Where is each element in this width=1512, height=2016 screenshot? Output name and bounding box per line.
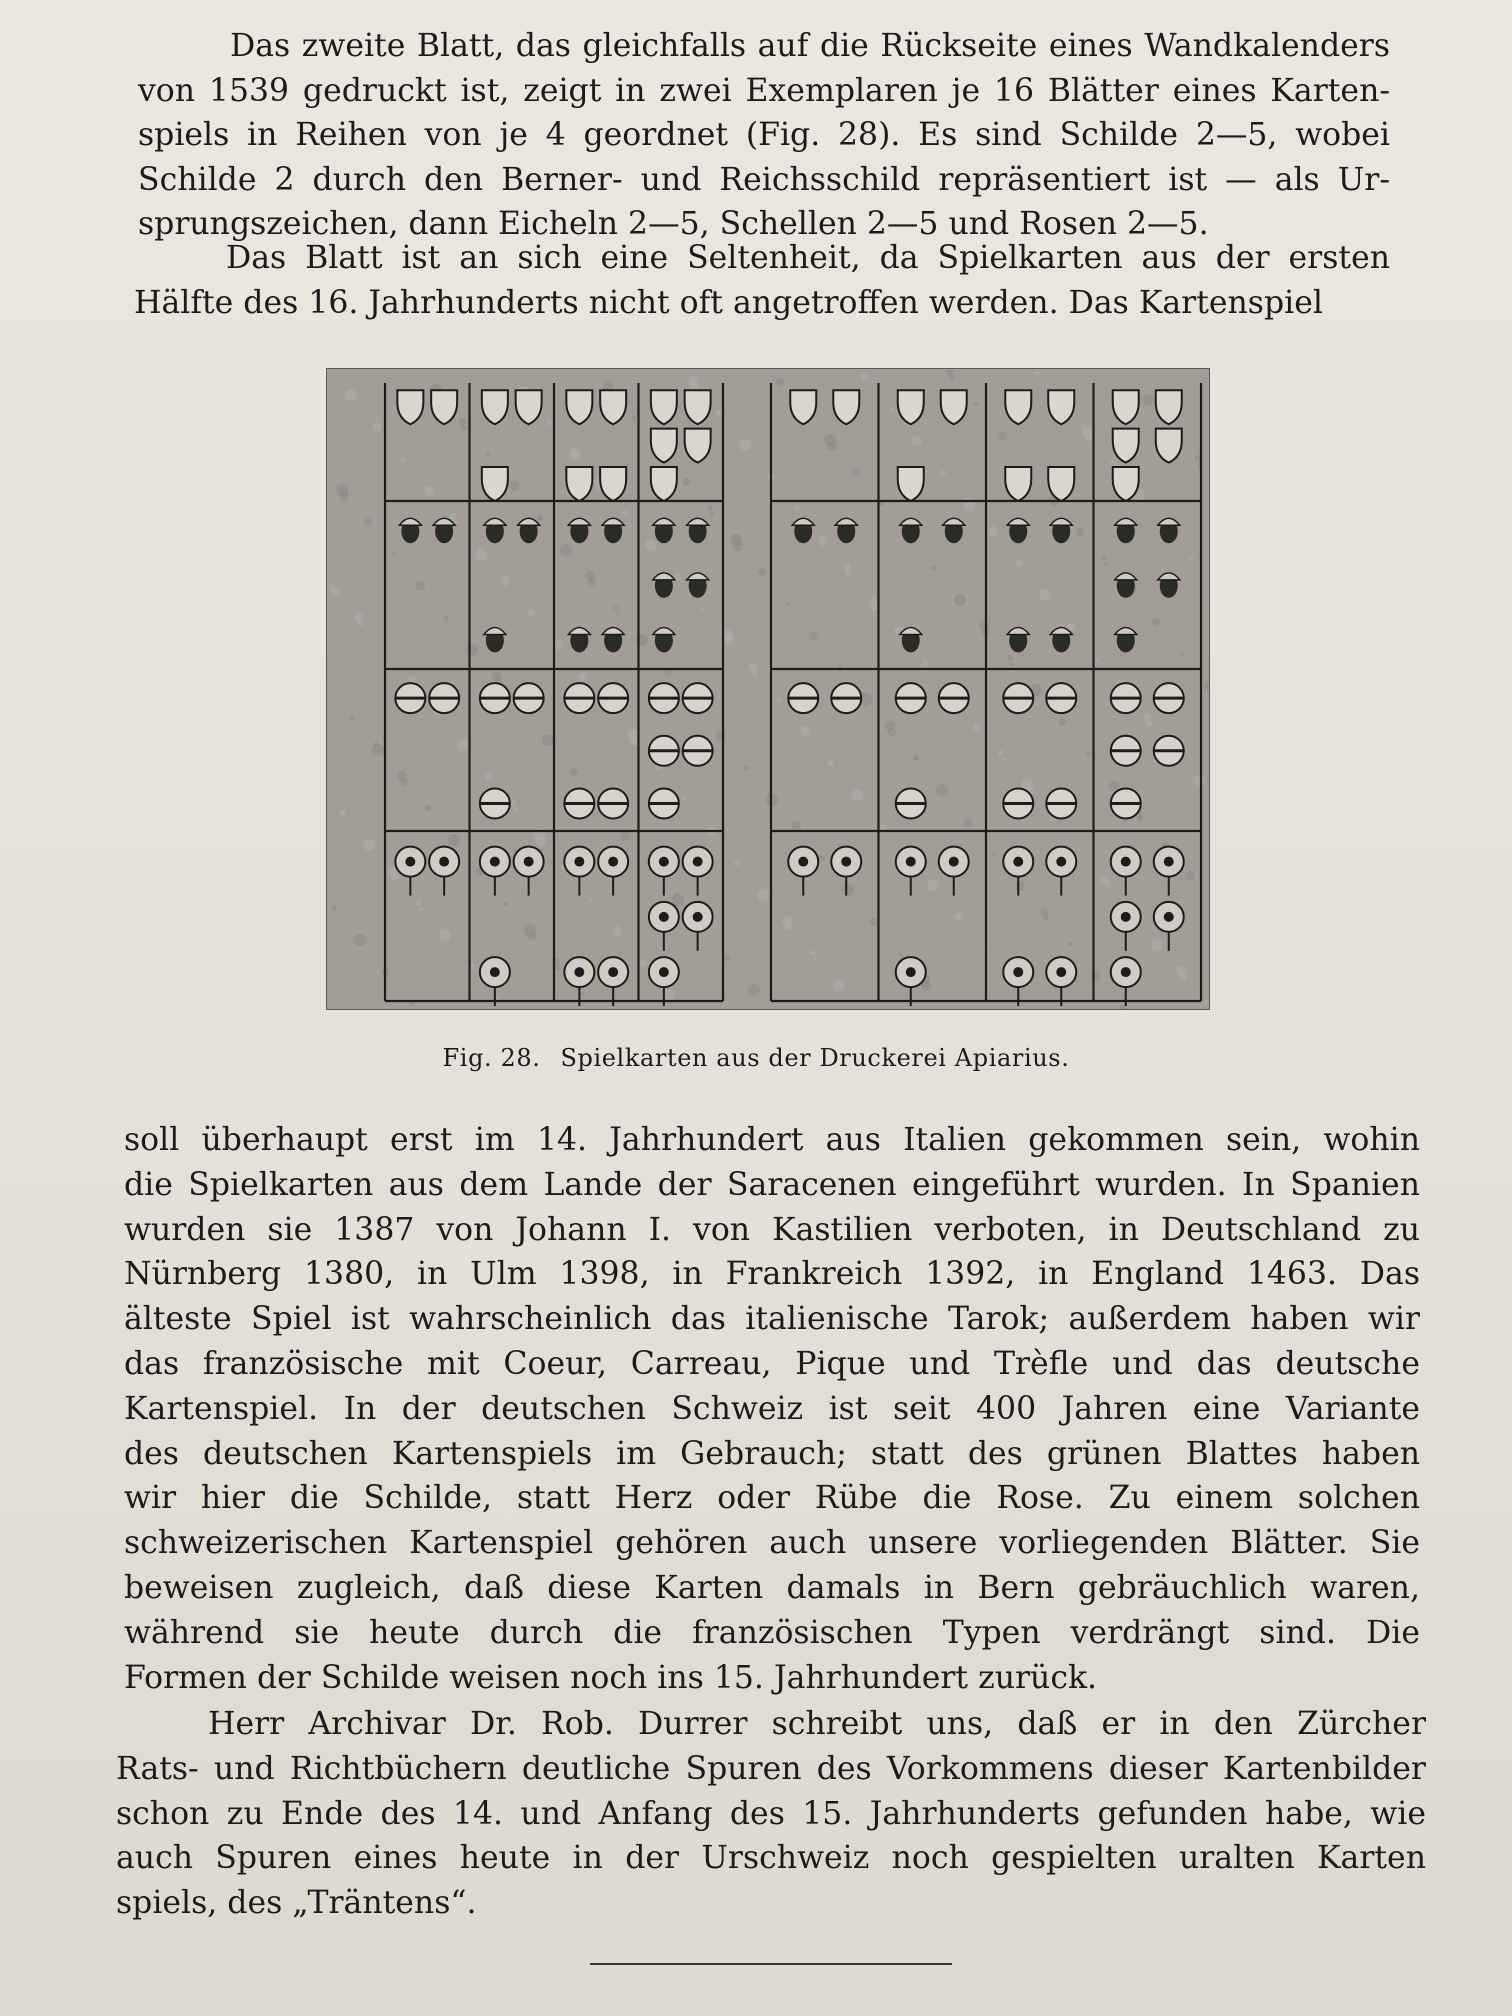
print-speckle — [1151, 939, 1163, 951]
rose-center-icon — [949, 857, 959, 867]
print-speckle — [1015, 881, 1025, 891]
print-speckle — [871, 597, 875, 601]
text-line: älteste Spiel ist wahrscheinlich das italienische Tarok; außerdem haben wir — [124, 1301, 1420, 1338]
text-line: Herr Archivar Dr. Rob. Durrer schreibt uns, daß er in den Zürcher — [208, 1706, 1426, 1742]
print-speckle — [477, 547, 481, 551]
rose-center-icon — [608, 857, 618, 867]
rose-center-icon — [1056, 967, 1066, 977]
print-speckle — [1058, 718, 1066, 726]
text-line: Hälfte des 16. Jahrhunderts nicht oft angetroffen werden. Das Kartenspiel — [134, 284, 1323, 321]
text-line: sprungszeichen, dann Eicheln 2—5, Schellen 2—5 und Rosen 2—5. — [138, 206, 1209, 242]
print-speckle — [988, 526, 998, 536]
print-speckle — [622, 510, 628, 516]
print-speckle — [401, 457, 405, 461]
rose-center-icon — [490, 967, 500, 977]
print-speckle — [1076, 528, 1084, 536]
print-speckle — [443, 615, 449, 621]
print-speckle — [743, 765, 749, 771]
print-speckle — [546, 420, 552, 426]
print-speckle — [1007, 655, 1013, 661]
print-speckle — [331, 905, 337, 911]
print-speckle — [776, 378, 784, 386]
print-speckle — [862, 692, 866, 696]
print-speckle — [528, 610, 534, 616]
print-speckle — [716, 410, 722, 416]
print-speckle — [1016, 560, 1022, 566]
print-speckle — [843, 563, 851, 571]
print-speckle — [364, 518, 372, 526]
print-speckle — [809, 631, 819, 641]
print-speckle — [1162, 842, 1166, 846]
print-speckle — [974, 402, 978, 406]
print-speckle — [1142, 394, 1154, 406]
print-speckle — [1039, 589, 1051, 601]
text-line: Formen der Schilde weisen noch ins 15. Jahrhundert zurück. — [124, 1659, 1098, 1696]
rose-center-icon — [906, 857, 916, 867]
print-speckle — [674, 892, 678, 896]
print-speckle — [828, 760, 834, 766]
text-line: Rats- und Richtbüchern deutliche Spuren des Vorkommens dieser Kartenbilder — [116, 1750, 1426, 1787]
print-speckle — [758, 568, 766, 576]
print-speckle — [458, 418, 466, 426]
print-speckle — [842, 884, 854, 896]
print-speckle — [973, 723, 981, 731]
print-speckle — [640, 960, 646, 966]
rose-center-icon — [659, 912, 669, 922]
print-speckle — [475, 549, 487, 561]
print-speckle — [710, 512, 714, 516]
print-speckle — [1194, 776, 1204, 786]
text-line: schon zu Ende des 14. und Anfang des 15. Jahrhunderts gefunden habe, wie — [116, 1795, 1426, 1832]
playing-cards-illustration — [327, 369, 1209, 1009]
print-speckle — [542, 734, 554, 746]
print-speckle — [1101, 555, 1107, 561]
rose-center-icon — [1013, 967, 1023, 977]
print-speckle — [354, 934, 366, 946]
print-speckle — [1100, 876, 1110, 886]
print-speckle — [570, 768, 578, 776]
print-speckle — [739, 439, 751, 451]
print-speckle — [524, 924, 536, 936]
print-speckle — [1010, 662, 1014, 666]
print-speckle — [467, 963, 475, 971]
rose-center-icon — [693, 912, 703, 922]
text-line: spiels in Reihen von je 4 geordnet (Fig. 28). Es sind Schilde 2—5, wobei — [138, 117, 1390, 153]
print-speckle — [485, 773, 493, 781]
print-speckle — [345, 389, 357, 401]
figure-caption-text: Spielkarten aus der Druckerei Apiarius. — [560, 1044, 1070, 1072]
print-speckle — [510, 800, 516, 806]
figure-caption — [0, 1044, 1512, 1072]
print-speckle — [688, 376, 698, 386]
print-speckle — [701, 607, 705, 611]
print-speckle — [419, 907, 423, 911]
print-speckle — [330, 586, 340, 596]
print-speckle — [513, 807, 517, 811]
print-speckle — [569, 449, 581, 461]
print-speckle — [852, 468, 860, 476]
print-speckle — [349, 715, 355, 721]
rose-center-icon — [490, 857, 500, 867]
text-line: des deutschen Kartenspiels im Gebrauch; statt des grünen Blattes haben — [124, 1435, 1420, 1472]
print-speckle — [1110, 460, 1116, 466]
print-speckle — [870, 918, 878, 926]
print-speckle — [931, 565, 937, 571]
print-speckle — [616, 612, 620, 616]
print-speckle — [613, 605, 619, 611]
print-speckle — [415, 581, 425, 591]
rose-center-icon — [659, 967, 669, 977]
rose-center-icon — [405, 857, 415, 867]
print-speckle — [734, 860, 740, 866]
text-line: Das Blatt ist an sich eine Seltenheit, da Spielkarten aus der ersten — [226, 240, 1390, 276]
print-speckle — [397, 771, 407, 781]
print-speckle — [1077, 847, 1081, 851]
print-speckle — [913, 755, 919, 761]
print-speckle — [1040, 908, 1048, 916]
print-speckle — [372, 744, 384, 756]
print-speckle — [1176, 966, 1186, 976]
print-speckle — [585, 571, 595, 581]
print-speckle — [979, 621, 989, 631]
print-speckle — [757, 889, 769, 901]
text-line: Das zweite Blatt, das gleichfalls auf die Rückseite eines Wandkalenders — [230, 28, 1390, 64]
print-speckle — [500, 576, 510, 586]
end-rule — [590, 1963, 952, 1965]
print-speckle — [1152, 618, 1160, 626]
print-speckle — [537, 515, 543, 521]
text-line: wir hier die Schilde, statt Herz oder Rübe die Rose. Zu einem solchen — [124, 1480, 1420, 1517]
print-speckle — [1001, 757, 1005, 761]
print-speckle — [424, 486, 434, 496]
rose-center-icon — [906, 967, 916, 977]
print-speckle — [922, 660, 928, 666]
print-speckle — [509, 481, 519, 491]
print-speckle — [551, 639, 563, 651]
text-line: Kartenspiel. In der deutschen Schweiz ist seit 400 Jahren eine Variante — [124, 1390, 1420, 1427]
print-speckle — [1185, 871, 1195, 881]
print-speckle — [810, 950, 816, 956]
print-speckle — [392, 552, 396, 556]
print-speckle — [992, 852, 996, 856]
print-speckle — [580, 992, 584, 996]
print-speckle — [1082, 426, 1092, 436]
print-speckle — [998, 750, 1004, 756]
print-speckle — [631, 415, 637, 421]
print-speckle — [954, 594, 966, 606]
print-speckle — [466, 644, 478, 656]
text-line: das französische mit Coeur, Carreau, Pique und Trèfle und das deutsche — [124, 1345, 1420, 1382]
print-speckle — [486, 452, 490, 456]
text-line: Schilde 2 durch den Berner- und Reichsschild repräsentiert ist — als Ur- — [138, 161, 1390, 198]
print-speckle — [851, 789, 863, 801]
print-speckle — [1095, 657, 1099, 661]
print-speckle — [1034, 370, 1040, 376]
print-speckle — [645, 539, 657, 551]
print-speckle — [707, 505, 713, 511]
print-speckle — [885, 721, 895, 731]
print-speckle — [824, 434, 836, 446]
print-speckle — [964, 818, 972, 826]
paragraph-2 — [134, 236, 1390, 325]
print-speckle — [627, 729, 639, 741]
print-speckle — [504, 902, 508, 906]
print-speckle — [612, 926, 622, 936]
print-speckle — [818, 536, 828, 546]
print-speckle — [819, 855, 825, 861]
print-speckle — [336, 484, 348, 496]
print-speckle — [786, 602, 790, 606]
figure-playing-cards-print — [326, 368, 1210, 1010]
print-speckle — [927, 879, 939, 891]
rose-center-icon — [574, 857, 584, 867]
print-speckle — [936, 784, 948, 796]
text-line: wurden sie 1387 von Johann I. von Kastilien verboten, in Deutschland zu — [124, 1211, 1420, 1248]
print-speckle — [1189, 557, 1193, 561]
rose-center-icon — [608, 967, 618, 977]
rose-center-icon — [841, 857, 851, 867]
print-background — [327, 369, 1209, 1009]
print-speckle — [730, 534, 742, 546]
print-speckle — [683, 797, 687, 801]
rose-center-icon — [693, 857, 703, 867]
text-line: Nürnberg 1380, in Ulm 1398, in Frankreich 1392, in England 1463. Das — [124, 1256, 1420, 1293]
print-speckle — [777, 697, 781, 701]
text-line: soll überhaupt erst im 14. Jahrhundert aus Italien gekommen sein, wohin — [124, 1122, 1420, 1158]
rose-center-icon — [439, 857, 449, 867]
print-speckle — [725, 955, 731, 961]
print-speckle — [782, 916, 792, 926]
print-speckle — [795, 507, 799, 511]
text-line: von 1539 gedruckt ist, zeigt in zwei Exemplaren je 16 Blätter eines Karten- — [138, 72, 1390, 109]
rose-center-icon — [1013, 857, 1023, 867]
print-speckle — [912, 436, 922, 446]
paragraph-4 — [116, 1702, 1426, 1926]
print-speckle — [457, 739, 469, 751]
print-speckle — [898, 952, 902, 956]
text-line: spiels, des „Träntens“. — [116, 1885, 477, 1922]
text-line: die Spielkarten aus dem Lande der Saracenen eingeführt wurden. In Spanien — [124, 1166, 1420, 1203]
print-speckle — [1068, 942, 1072, 946]
print-speckle — [879, 823, 887, 831]
print-speckle — [579, 673, 587, 681]
print-speckle — [748, 984, 760, 996]
print-speckle — [1104, 562, 1108, 566]
print-speckle — [448, 834, 460, 846]
print-speckle — [571, 447, 575, 451]
print-speckle — [1143, 713, 1151, 721]
print-speckle — [355, 613, 363, 621]
print-speckle — [560, 544, 572, 556]
print-speckle — [425, 805, 431, 811]
print-speckle — [416, 900, 422, 906]
print-speckle — [589, 897, 593, 901]
print-speckle — [1086, 752, 1090, 756]
print-speckle — [491, 671, 501, 681]
paragraph-1 — [138, 24, 1390, 247]
rose-center-icon — [1056, 857, 1066, 867]
print-speckle — [1180, 652, 1184, 656]
text-line: auch Spuren eines heute in der Urschweiz noch gespielten uralten Karten — [116, 1840, 1426, 1877]
print-speckle — [880, 502, 884, 506]
rose-center-icon — [1164, 857, 1174, 867]
rose-center-icon — [524, 857, 534, 867]
print-speckle — [410, 1002, 414, 1006]
text-line: während sie heute durch die französischen Typen verdrängt sind. Die — [124, 1614, 1420, 1651]
print-speckle — [682, 478, 690, 486]
print-speckle — [672, 894, 684, 906]
print-speckle — [889, 407, 893, 411]
rose-center-icon — [1121, 857, 1131, 867]
print-speckle — [955, 913, 963, 921]
print-speckle — [749, 663, 757, 671]
print-speckle — [800, 726, 810, 736]
print-speckle — [940, 470, 946, 476]
rose-center-icon — [659, 857, 669, 867]
text-line: beweisen zugleich, daß diese Karten damals in Bern gebräuchlich waren, — [124, 1569, 1420, 1606]
rose-center-icon — [1121, 967, 1131, 977]
rose-center-icon — [1164, 912, 1174, 922]
figure-number: Fig. 28. — [442, 1044, 541, 1072]
print-speckle — [340, 810, 346, 816]
print-speckle — [439, 929, 451, 941]
print-speckle — [791, 821, 801, 831]
paragraph-3 — [124, 1118, 1420, 1700]
print-speckle — [1109, 781, 1119, 791]
print-speckle — [374, 742, 378, 746]
rose-center-icon — [574, 967, 584, 977]
print-speckle — [373, 423, 381, 431]
print-speckle — [861, 373, 869, 381]
rose-center-icon — [798, 857, 808, 867]
print-speckle — [813, 957, 817, 961]
print-speckle — [363, 839, 375, 851]
print-speckle — [833, 979, 845, 991]
print-speckle — [621, 831, 631, 841]
text-line: schweizerischen Kartenspiel gehören auch unsere vorliegenden Blätter. Sie — [124, 1525, 1420, 1562]
print-speckle — [997, 431, 1007, 441]
rose-center-icon — [1121, 912, 1131, 922]
